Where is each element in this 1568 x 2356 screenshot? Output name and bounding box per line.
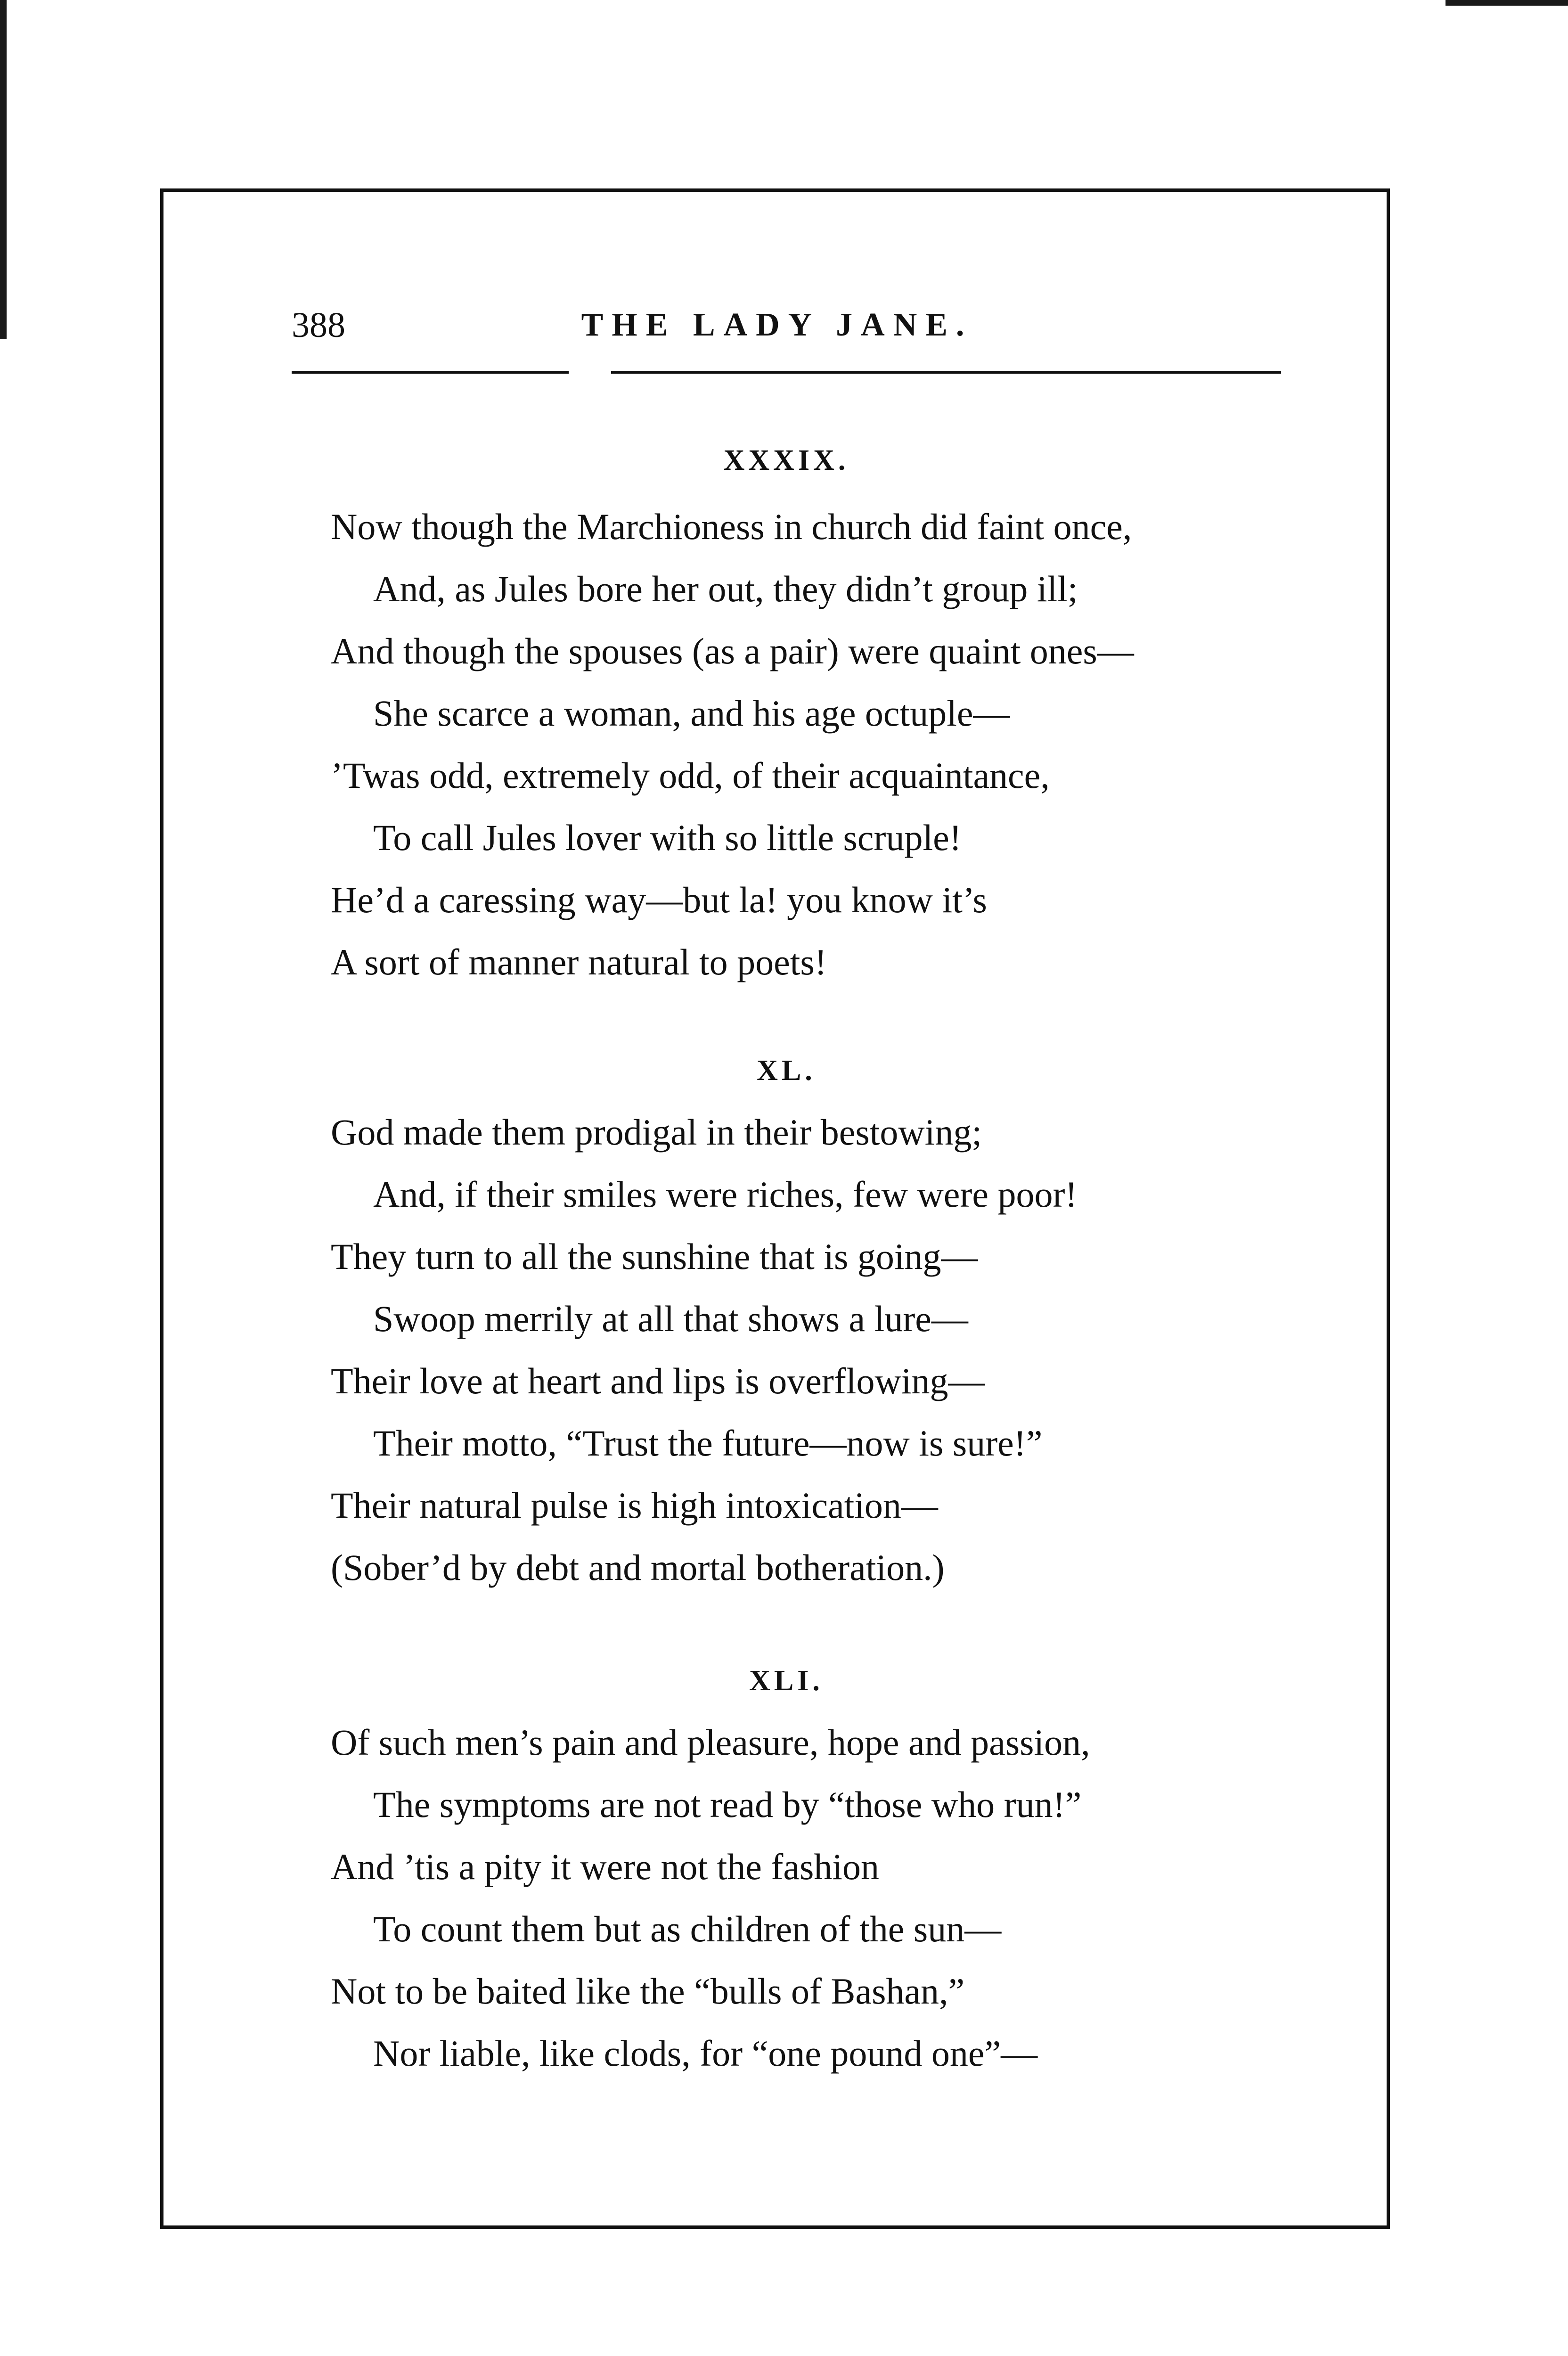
verse-line: He’d a caressing way—but la! you know it’s [331,879,987,920]
verse-line: Their love at heart and lips is overflowing— [331,1360,985,1401]
verse-line: (Sober’d by debt and mortal botheration.) [331,1547,945,1588]
page-edge-shadow-top-right [1446,0,1568,6]
header-rule-gap [569,369,611,376]
stanza-number-xl: XL. [757,1055,816,1087]
verse-line: To call Jules lover with so little scruple! [373,817,962,858]
verse-line: The symptoms are not read by “those who run!” [373,1784,1082,1825]
stanza-xxxix [331,496,1391,993]
verse-line: Not to be baited like the “bulls of Bashan,” [331,1971,965,2012]
verse-line: Nor liable, like clods, for “one pound one”— [373,2033,1038,2074]
stanza-xli [331,1711,1391,2085]
verse-line: They turn to all the sunshine that is going— [331,1236,978,1277]
stanza-xl [331,1101,1391,1599]
book-title: THE LADY JANE. [581,307,973,343]
verse-line: And, if their smiles were riches, few were poor! [373,1174,1078,1215]
running-head [292,290,1262,360]
verse-line: And though the spouses (as a pair) were quaint ones— [331,630,1134,671]
page-edge-shadow-left [0,0,7,339]
verse-line: God made them prodigal in their bestowing; [331,1112,982,1153]
verse-line: She scarce a woman, and his age octuple— [373,693,1010,734]
verse-line: Of such men’s pain and pleasure, hope and passion, [331,1722,1090,1763]
verse-line: And ’tis a pity it were not the fashion [331,1846,880,1887]
stanza-number-xxxix: XXXIX. [723,444,849,476]
page-number: 388 [292,305,345,345]
verse-line: A sort of manner natural to poets! [331,941,827,982]
stanza-number-xli: XLI. [749,1665,824,1697]
verse-line: To count them but as children of the sun— [373,1908,1002,1949]
verse-line: Their natural pulse is high intoxication— [331,1485,938,1526]
verse-line: And, as Jules bore her out, they didn’t group ill; [373,568,1078,609]
verse-line: Swoop merrily at all that shows a lure— [373,1298,968,1339]
verse-line: Now though the Marchioness in church did faint once, [331,506,1132,547]
verse-line: Their motto, “Trust the future—now is sure!” [373,1423,1043,1464]
page-frame [160,188,1390,2229]
verse-line: ’Twas odd, extremely odd, of their acquaintance, [331,755,1050,796]
header-rule [292,371,1281,374]
